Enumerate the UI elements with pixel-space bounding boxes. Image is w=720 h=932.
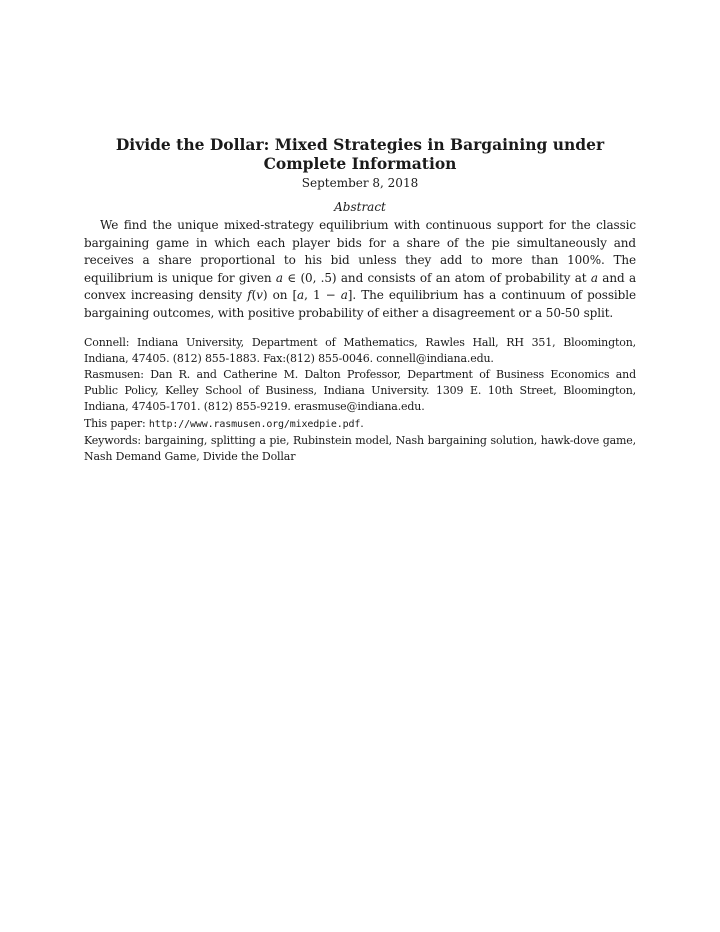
title-line-1: Divide the Dollar: Mixed Strategies in Bargaining under xyxy=(115,135,605,154)
abstract-seg-3: and a convex increasing density xyxy=(84,270,636,303)
title-line-2: Complete Information xyxy=(263,154,457,173)
abstract-text xyxy=(84,217,636,323)
abstract-func-f: f xyxy=(247,288,252,303)
paper-front-page xyxy=(84,135,636,465)
abstract-var-a: a xyxy=(297,288,305,303)
abstract-seg-7: ]. The equilibrium has a continuum of possible bargaining outcomes, with positive probability of either a disagreement or a 50-50 split. xyxy=(84,288,636,320)
author-notes xyxy=(84,335,636,466)
abstract-seg-2: ∈ (0, .5) and consists of an atom of probability at xyxy=(282,270,591,285)
abstract-var-v: v xyxy=(256,288,263,303)
paper-url-link[interactable]: http://www.rasmusen.org/mixedpie.pdf xyxy=(148,418,361,430)
abstract-heading: Abstract xyxy=(334,200,386,214)
abstract-var-a: a xyxy=(590,270,598,285)
abstract-seg-5: ) on [ xyxy=(262,288,298,303)
abstract-seg-6: , 1 − xyxy=(304,288,341,303)
paper-link-period: . xyxy=(360,416,364,430)
abstract-seg-1: We find the unique mixed-strategy equilibrium with continuous support for the classic bargaining game in which each player bids for a share of the pie simultaneously and receives a share proportional to his bid unless they add to more than 100%. The equilibrium is unique for given xyxy=(84,218,636,285)
abstract-var-a: a xyxy=(275,270,283,285)
connell-affiliation: Connell: Indiana University, Department of Mathematics, Rawles Hall, RH 351, Bloomington, Indiana, 47405. (812) 855-1883. Fax:(812) 855-0046. connell@indiana.edu. xyxy=(84,335,636,365)
abstract-seg-4: ( xyxy=(251,288,257,303)
keywords: Keywords: bargaining, splitting a pie, Rubinstein model, Nash bargaining solution, hawk-dove game, Nash Demand Game, Divide the Dollar xyxy=(84,433,636,463)
abstract-var-a: a xyxy=(340,288,348,303)
paper-link-label: This paper: xyxy=(84,416,149,430)
paper-link-line xyxy=(84,416,636,433)
paper-title xyxy=(84,135,636,173)
paper-date: September 8, 2018 xyxy=(301,176,419,190)
rasmusen-affiliation: Rasmusen: Dan R. and Catherine M. Dalton Professor, Department of Business Economics and Public Policy, Kelley School of Business, Indiana University. 1309 E. 10th Street, Bloomington, Indiana, 47405-1701. (812) 855-9219. erasmuse@indiana.edu. xyxy=(84,367,636,414)
